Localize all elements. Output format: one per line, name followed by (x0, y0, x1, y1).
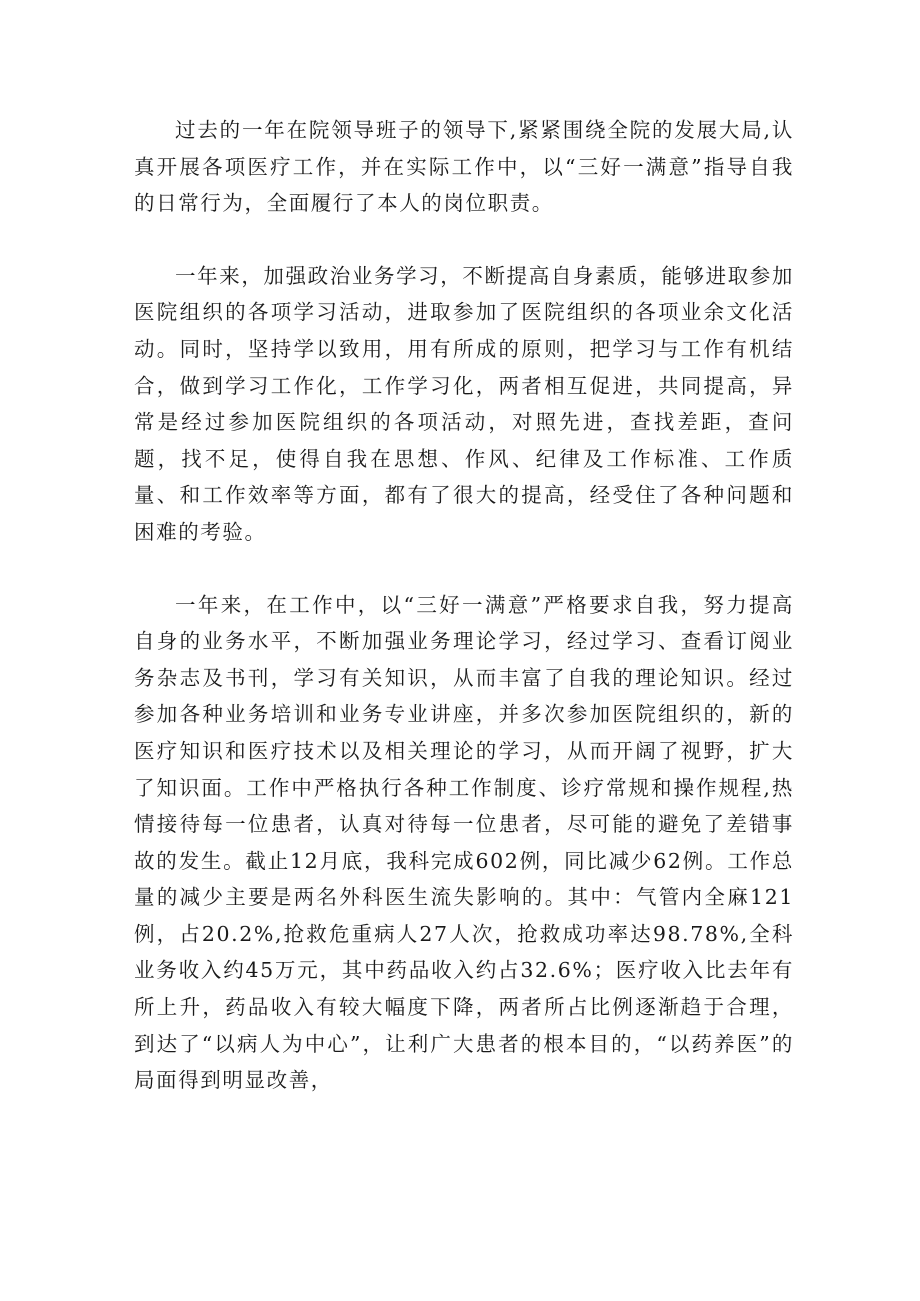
paragraph-1: 过去的一年在院领导班子的领导下,紧紧围绕全院的发展大局,认真开展各项医疗工作，并在实际工作中，以“三好一满意”指导自我的日常行为，全面履行了本人的岗位职责。 (134, 118, 794, 216)
document-body (134, 112, 794, 1099)
paragraph-2: 一年来，加强政治业务学习，不断提高自身素质，能够进取参加医院组织的各项学习活动，进取参加了医院组织的各项业余文化活动。同时，坚持学以致用，用有所成的原则，把学习与工作有机结合，做到学习工作化，工作学习化，两者相互促进，共同提高，异常是经过参加医院组织的各项活动，对照先进，查找差距，查问题，找不足，使得自我在思想、作风、纪律及工作标准、工作质量、和工作效率等方面，都有了很大的提高，经受住了各种问题和困难的考验。 (134, 263, 794, 544)
paragraph-3: 一年来，在工作中，以“三好一满意”严格要求自我，努力提高自身的业务水平，不断加强业务理论学习，经过学习、查看订阅业务杂志及书刊，学习有关知识，从而丰富了自我的理论知识。经过参加各种业务培训和业务专业讲座，并多次参加医院组织的，新的医疗知识和医疗技术以及相关理论的学习，从而开阔了视野，扩大了知识面。工作中严格执行各种工作制度、诊疗常规和操作规程,热情接待每一位患者，认真对待每一位患者，尽可能的避免了差错事故的发生。截止12月底，我科完成602例，同比减少62例。工作总量的减少主要是两名外科医生流失影响的。其中：气管内全麻121例，占20.2%,抢救危重病人27人次，抢救成功率达98.78%,全科业务收入约45万元，其中药品收入约占32.6%；医疗收入比去年有所上升，药品收入有较大幅度下降，两者所占比例逐渐趋于合理，到达了“以病人为中心”，让利广大患者的根本目的，“以药养医”的局面得到明显改善， (134, 592, 794, 1093)
